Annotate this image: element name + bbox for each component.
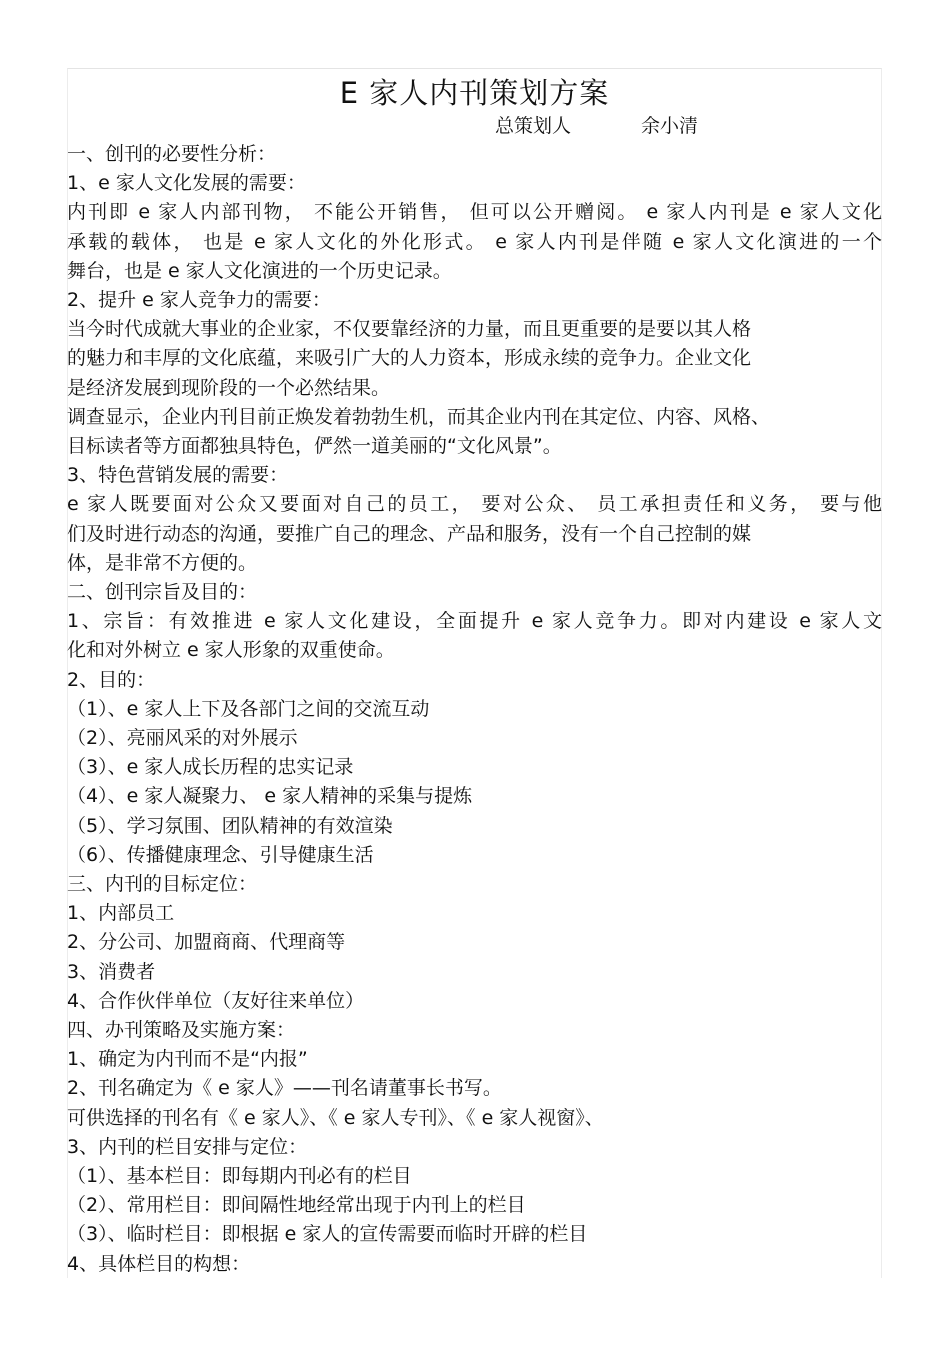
text-line: 2、刊名确定为《 e 家人》——刊名请董事长书写。 <box>67 1077 502 1100</box>
text-line: 3、特色营销发展的需要： <box>67 464 289 487</box>
text-line: 四、办刊策略及实施方案： <box>67 1019 296 1042</box>
text-line: 2、分公司、加盟商商、代理商等 <box>67 931 346 954</box>
text-line: 1、e 家人文化发展的需要： <box>67 172 306 195</box>
text-line: 4、合作伙伴单位（友好往来单位） <box>67 989 365 1012</box>
text-line: 1、确定为内刊而不是“内报” <box>67 1048 308 1071</box>
text-line: 调查显示，企业内刊目前正焕发着勃勃生机，而其企业内刊在其定位、内容、风格、 <box>67 405 771 428</box>
text-line: e 家人既要面对公众又要面对自己的员工， 要对公众、 员工承担责任和义务， 要与他 <box>67 493 882 516</box>
text-line: 们及时进行动态的沟通，要推广自己的理念、产品和服务，没有一个自己控制的媒 <box>67 522 752 545</box>
text-line: 3、消费者 <box>67 960 156 983</box>
author-line <box>67 112 882 140</box>
text-line: （4）、e 家人凝聚力、 e 家人精神的采集与提炼 <box>67 785 473 808</box>
text-line: 可供选择的刊名有《 e 家人》、《 e 家人专刊》、《 e 家人视窗》、 <box>67 1106 604 1129</box>
text-line: （1）、e 家人上下及各部门之间的交流互动 <box>67 697 430 720</box>
text-line: 4、具体栏目的构想： <box>67 1252 251 1275</box>
text-line: 内刊即 e 家人内部刊物， 不能公开销售， 但可以公开赠阅。 e 家人内刊是 e 家人文化 <box>67 201 882 224</box>
text-line: 体，是非常不方便的。 <box>67 551 258 574</box>
text-line: 2、提升 e 家人竞争力的需要： <box>67 288 331 311</box>
text-line: （6）、传播健康理念、引导健康生活 <box>67 843 374 866</box>
text-line: （3）、临时栏目：即根据 e 家人的宣传需要而临时开辟的栏目 <box>67 1223 588 1246</box>
author-name: 余小清 <box>641 115 699 137</box>
text-line: （2）、亮丽风采的对外展示 <box>67 727 298 749</box>
text-line: 二、创刊宗旨及目的： <box>67 581 258 603</box>
text-line: 舞台，也是 e 家人文化演进的一个历史记录。 <box>67 259 452 282</box>
text-line: 目标读者等方面都独具特色，俨然一道美丽的“文化风景”。 <box>67 435 562 457</box>
text-line: （2）、常用栏目：即间隔性地经常出现于内刊上的栏目 <box>67 1194 526 1217</box>
author-label: 总策划人 <box>495 115 572 137</box>
text-line: （1）、基本栏目：即每期内刊必有的栏目 <box>67 1165 412 1188</box>
text-line: 1、内部员工 <box>67 902 175 925</box>
text-line: 是经济发展到现阶段的一个必然结果。 <box>67 376 391 399</box>
text-line: 3、内刊的栏目安排与定位： <box>67 1135 308 1158</box>
text-line: 1、宗旨：有效推进 e 家人文化建设，全面提升 e 家人竞争力。即对内建设 e 家人文 <box>67 610 882 633</box>
text-line: 一、创刊的必要性分析： <box>67 143 277 165</box>
text-line: 承载的载体， 也是 e 家人文化的外化形式。 e 家人内刊是伴随 e 家人文化演进的一个 <box>67 230 882 253</box>
document-body <box>67 140 882 1279</box>
text-line: （3）、e 家人成长历程的忠实记录 <box>67 756 354 779</box>
document-title: E 家人内刊策划方案 <box>339 76 610 110</box>
text-line: 化和对外树立 e 家人形象的双重使命。 <box>67 639 395 662</box>
text-line: （5）、学习氛围、团队精神的有效渲染 <box>67 814 393 837</box>
text-line: 的魅力和丰厚的文化底蕴，来吸引广大的人力资本，形成永续的竞争力。企业文化 <box>67 347 752 370</box>
text-line: 三、内刊的目标定位： <box>67 873 258 896</box>
document <box>67 74 882 1279</box>
text-line: 2、目的： <box>67 668 156 691</box>
text-line: 当今时代成就大事业的企业家，不仅要靠经济的力量，而且更重要的是要以其人格 <box>67 318 752 341</box>
